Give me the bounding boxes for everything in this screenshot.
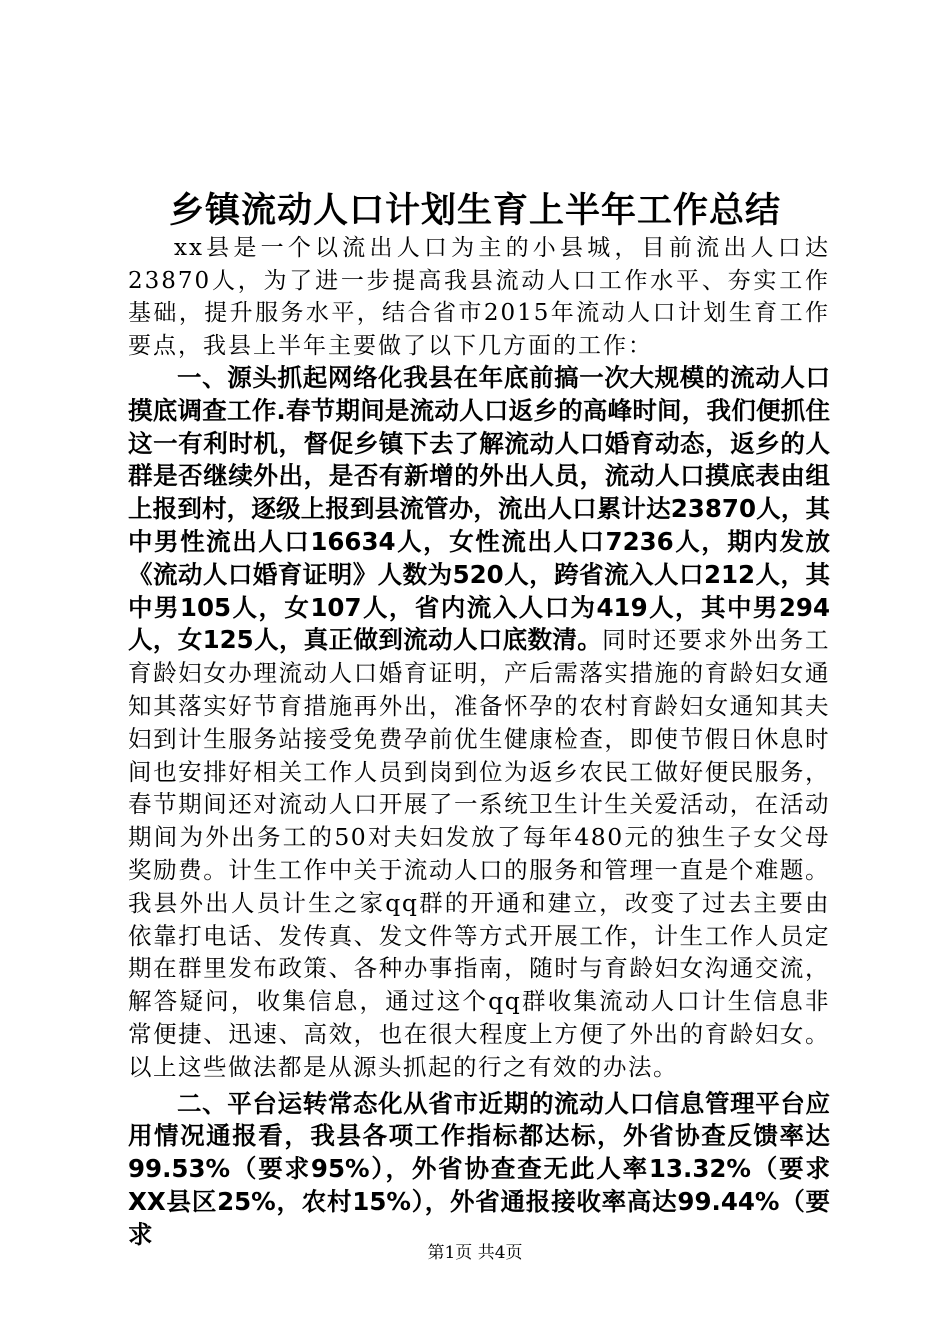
intro-paragraph: xx县是一个以流出人口为主的小县城，目前流出人口达23870人，为了进一步提高我县流动人口工作水平、夯实工作基础，提升服务水平，结合省市2015年流动人口计划生育工作要点，我县上半年主要做了以下几方面的工作： <box>128 235 830 359</box>
section-1-body-text: 同时还要求外出务工育龄妇女办理流动人口婚育证明，产后需落实措施的育龄妇女通知其落实好节育措施再外出，准备怀孕的农村育龄妇女通知其夫妇到计生服务站接受免费孕前优生健康检查，即使节假日休息时间也安排好相关工作人员到岗到位为返乡农民工做好便民服务，春节期间还对流动人口开展了一系统卫生计生关爱活动，在活动期间为外出务工的50对夫妇发放了每年480元的独生子女父母奖励费。计生工作中关于流动人口的服务和管理一直是个难题。我县外出人员计生之家qq群的开通和建立，改变了过去主要由依靠打电话、发传真、发文件等方式开展工作，计生工作人员定期在群里发布政策、各种办事指南，随时与育龄妇女沟通交流，解答疑问，收集信息，通过这个qq群收集流动人口计生信息非常便捷、迅速、高效，也在很大程度上方便了外出的育龄妇女。以上这些做法都是从源头抓起的行之有效的办法。 <box>128 626 831 1081</box>
document-body <box>128 232 830 1252</box>
section-1-paragraph <box>128 362 830 1084</box>
section-2-paragraph: 二、平台运转常态化从省市近期的流动人口信息管理平台应用情况通报看，我县各项工作指标都达标，外省协查反馈率达99.53%（要求95%），外省协查查无此人率13.32%（要求XX县区25%，农村15%），外省通报接收率高达99.44%（要求 <box>128 1088 830 1249</box>
section-1-lead-text: 一、源头抓起网络化我县在年底前搞一次大规模的流动人口摸底调查工作.春节期间是流动人口返乡的高峰时间，我们便抓住这一有利时机，督促乡镇下去了解流动人口婚育动态，返乡的人群是否继续外出，是否有新增的外出人员，流动人口摸底表由组上报到村，逐级上报到县流管办，流出人口累计达23870人，其中男性流出人口16634人，女性流出人口7236人，期内发放《流动人口婚育证明》人数为520人，跨省流入人口212人，其中男105人，女107人，省内流入人口为419人，其中男294人，女125人，真正做到流动人口底数清。 <box>128 363 830 655</box>
page-number-footer: 第1页 共4页 <box>427 1243 523 1263</box>
document-title: 乡镇流动人口计划生育上半年工作总结 <box>168 190 781 231</box>
